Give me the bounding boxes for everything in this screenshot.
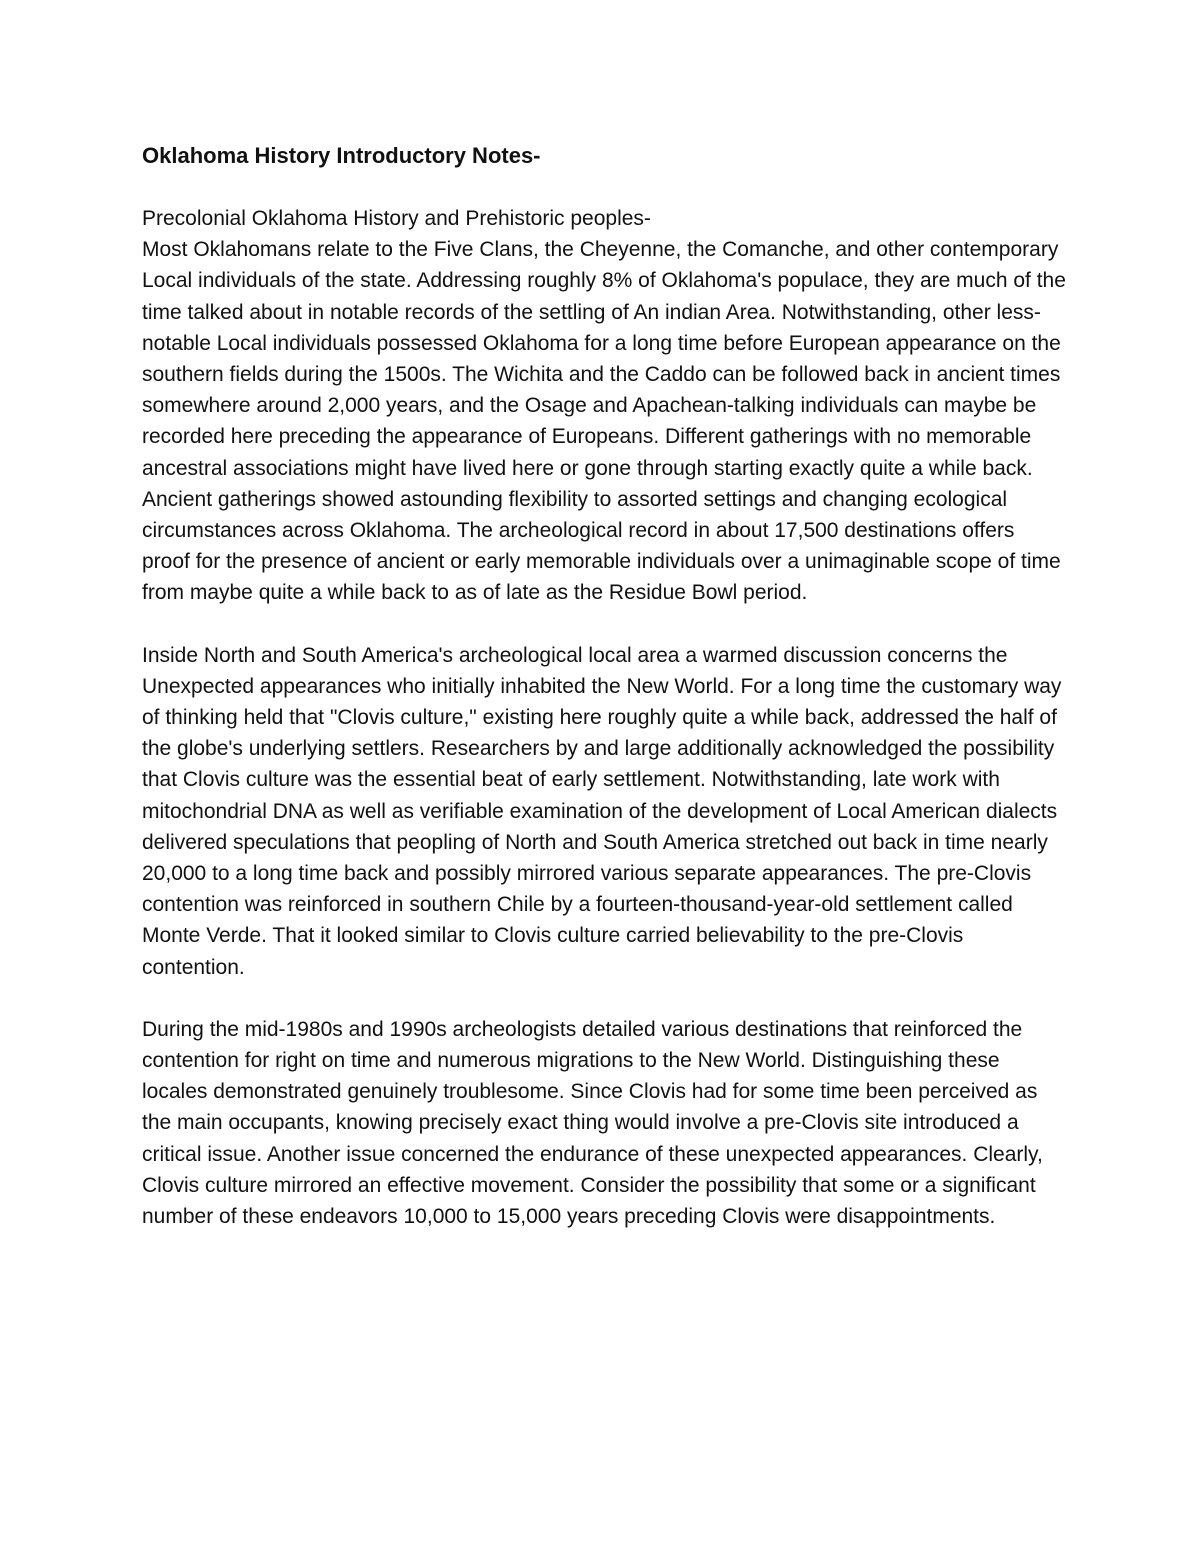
document-title: Oklahoma History Introductory Notes- <box>142 143 541 168</box>
paragraph-2: Inside North and South America's archeological local area a warmed discussion concerns the Unexpected appearances who initially inhabited the New World. For a long time the customary way of thinking held that "Clovis culture," existing here roughly quite a while back, addressed the half of the globe's underlying settlers. Researchers by and large additionally acknowledged the possibility that Clovis culture was the essential beat of early settlement. Notwithstanding, late work with mitochondrial DNA as well as verifiable examination of the development of Local American dialects delivered speculations that peopling of North and South America stretched out back in time nearly 20,000 to a long time back and possibly mirrored various separate appearances. The pre-Clovis contention was reinforced in southern Chile by a fourteen-thousand-year-old settlement called Monte Verde. That it looked similar to Clovis culture carried believability to the pre-Clovis contention. <box>142 643 1062 979</box>
section-heading: Precolonial Oklahoma History and Prehistoric peoples- <box>142 207 651 230</box>
document-body <box>142 140 1067 1263</box>
paragraph-1: Most Oklahomans relate to the Five Clans, the Cheyenne, the Comanche, and other contemporary Local individuals of the state. Addressing roughly 8% of Oklahoma's populace, they are much of the time talked about in notable records of the settling of An indian Area. Notwithstanding, other less-notable Local individuals possessed Oklahoma for a long time before European appearance on the southern fields during the 1500s. The Wichita and the Caddo can be followed back in ancient times somewhere around 2,000 years, and the Osage and Apachean-talking individuals can maybe be recorded here preceding the appearance of Europeans. Different gatherings with no memorable ancestral associations might have lived here or gone through starting exactly quite a while back. Ancient gatherings showed astounding flexibility to assorted settings and changing ecological circumstances across Oklahoma. The archeological record in about 17,500 destinations offers proof for the presence of ancient or early memorable individuals over a unimaginable scope of time from maybe quite a while back to as of late as the Residue Bowl period. <box>142 238 1066 605</box>
paragraph-3: During the mid-1980s and 1990s archeologists detailed various destinations that reinforced the contention for right on time and numerous migrations to the New World. Distinguishing these locales demonstrated genuinely troublesome. Since Clovis had for some time been perceived as the main occupants, knowing precisely exact thing would involve a pre-Clovis site introduced a critical issue. Another issue concerned the endurance of these unexpected appearances. Clearly, Clovis culture mirrored an effective movement. Consider the possibility that some or a significant number of these endeavors 10,000 to 15,000 years preceding Clovis were disappointments. <box>142 1017 1043 1229</box>
